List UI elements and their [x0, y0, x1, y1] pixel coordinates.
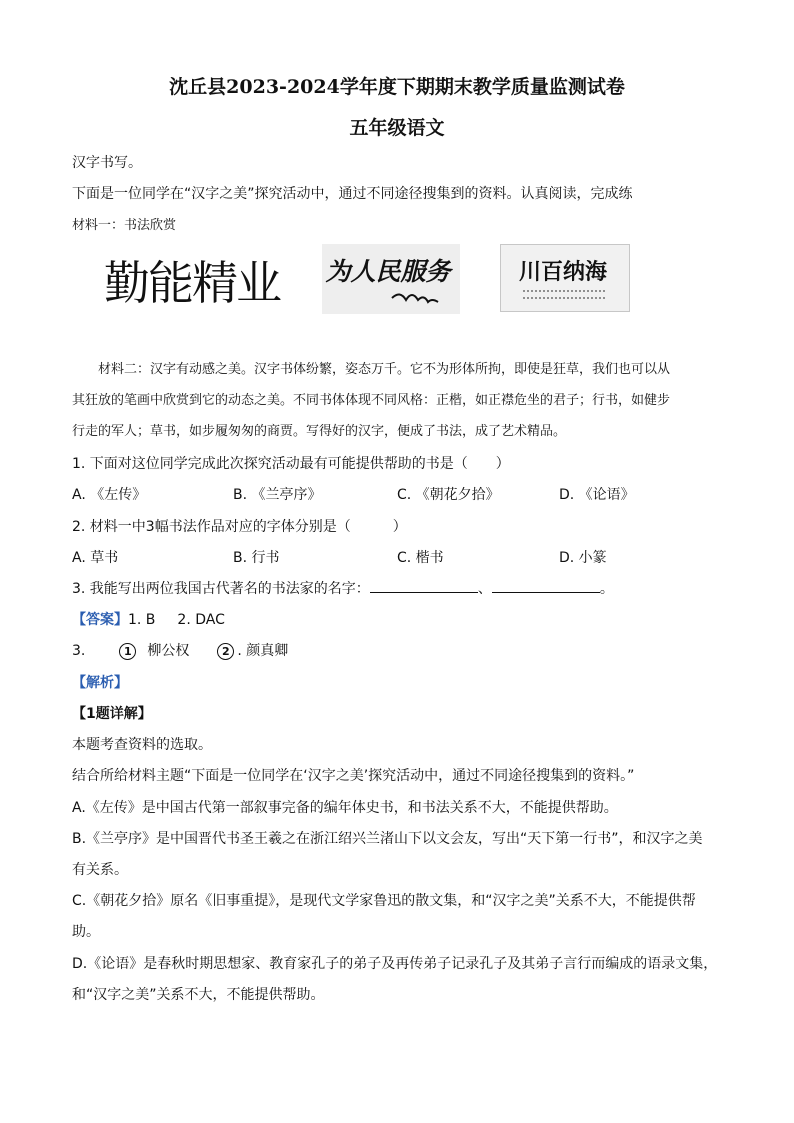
analysis-line-6: C.《朝花夕拾》原名《旧事重提》，是现代文学家鲁迅的散文集，和“汉字之美”关系不大，不能提供帮: [72, 893, 696, 909]
answer-tag: 【答案】: [72, 612, 128, 628]
q3-separator: 、: [477, 581, 492, 597]
q1-option-a: A. 《左传》: [72, 487, 147, 503]
circled-number-2: 2: [217, 643, 234, 660]
q2-option-a: A. 草书: [72, 550, 119, 566]
calligraphy-image-regular: [500, 244, 630, 312]
analysis-line-2: 结合所给材料主题“下面是一位同学在‘汉字之美’探究活动中，通过不同途径搜集到的资料。”: [72, 768, 635, 784]
material2-line-3: 行走的军人；草书，如步履匆匆的商贾。写得好的汉字，便成了书法，成了艺术精品。: [72, 424, 567, 439]
answer-3-number: 3.: [72, 643, 86, 659]
question-2: 2. 材料一中3幅书法作品对应的字体分别是（ ）: [72, 519, 407, 535]
material2-line-1: 材料二：汉字有动感之美。汉字书体纷繁，姿态万千。它不为形体所拘，即使是狂草，我们也可以从: [98, 362, 671, 377]
analysis-line-9: 和“汉字之美”关系不大，不能提供帮助。: [72, 987, 325, 1003]
section-intro: 下面是一位同学在“汉字之美”探究活动中，通过不同途径搜集到的资料。认真阅读，完成练: [72, 186, 633, 202]
analysis-line-3: A.《左传》是中国古代第一部叙事完备的编年体史书，和书法关系不大，不能提供帮助。: [72, 800, 618, 816]
circled-number-1: 1: [119, 643, 136, 660]
q3-blank-1: [370, 578, 478, 593]
analysis-tag: 【解析】: [72, 675, 128, 691]
analysis-line-4: B.《兰亭序》是中国晋代书圣王羲之在浙江绍兴兰渚山下以文会友，写出“天下第一行书”，和汉字之美: [72, 831, 703, 847]
q3-end: 。: [599, 581, 614, 597]
q1-option-d: D. 《论语》: [559, 487, 635, 503]
calligraphy-image-running: [322, 244, 460, 314]
analysis-line-1: 本题考查资料的选取。: [72, 737, 212, 753]
section-heading: 汉字书写。: [72, 155, 142, 171]
answer-3-row: [72, 640, 288, 660]
detail-heading: 【1题详解】: [72, 706, 152, 722]
answer-2: 2. DAC: [177, 612, 225, 628]
calligraphy-text-running: 为人民服务: [325, 257, 451, 286]
answer-row: [72, 609, 225, 629]
exam-subtitle: 五年级语文: [349, 117, 445, 139]
answer-3-name-1: 柳公权: [147, 643, 190, 659]
q3-prompt: 3. 我能写出两位我国古代著名的书法家的名字：: [72, 581, 370, 597]
material1-label: 材料一：书法欣赏: [72, 218, 177, 233]
question-1: 1. 下面对这位同学完成此次探究活动最有可能提供帮助的书是（ ）: [72, 456, 510, 472]
question-3: [72, 578, 614, 598]
calligraphy-text-seal: 勤能精业: [104, 256, 280, 310]
q1-option-c: C. 《朝花夕拾》: [397, 487, 500, 503]
analysis-line-8: D.《论语》是春秋时期思想家、教育家孔子的弟子及再传弟子记录孔子及其弟子言行而编成的语录文集，: [72, 956, 718, 972]
calligraphy-image-seal: [100, 244, 284, 314]
q2-option-c: C. 楷书: [397, 550, 444, 566]
answer-1: 1. B: [128, 612, 156, 628]
q2-option-b: B. 行书: [233, 550, 280, 566]
q2-option-d: D. 小篆: [559, 550, 607, 566]
q3-blank-2: [492, 578, 600, 593]
answer-3-name-2: . 颜真卿: [237, 643, 289, 659]
q1-option-b: B. 《兰亭序》: [233, 487, 322, 503]
material2-line-2: 其狂放的笔画中欣赏到它的动态之美。不同书体体现不同风格：正楷，如正襟危坐的君子；行书，如健步: [72, 393, 671, 408]
calligraphy-text-regular: 川百纳海: [518, 259, 608, 285]
analysis-line-5: 有关系。: [72, 862, 128, 878]
analysis-line-7: 助。: [72, 924, 100, 940]
exam-title: 沈丘县2023-2024学年度下期期末教学质量监测试卷: [169, 76, 625, 98]
